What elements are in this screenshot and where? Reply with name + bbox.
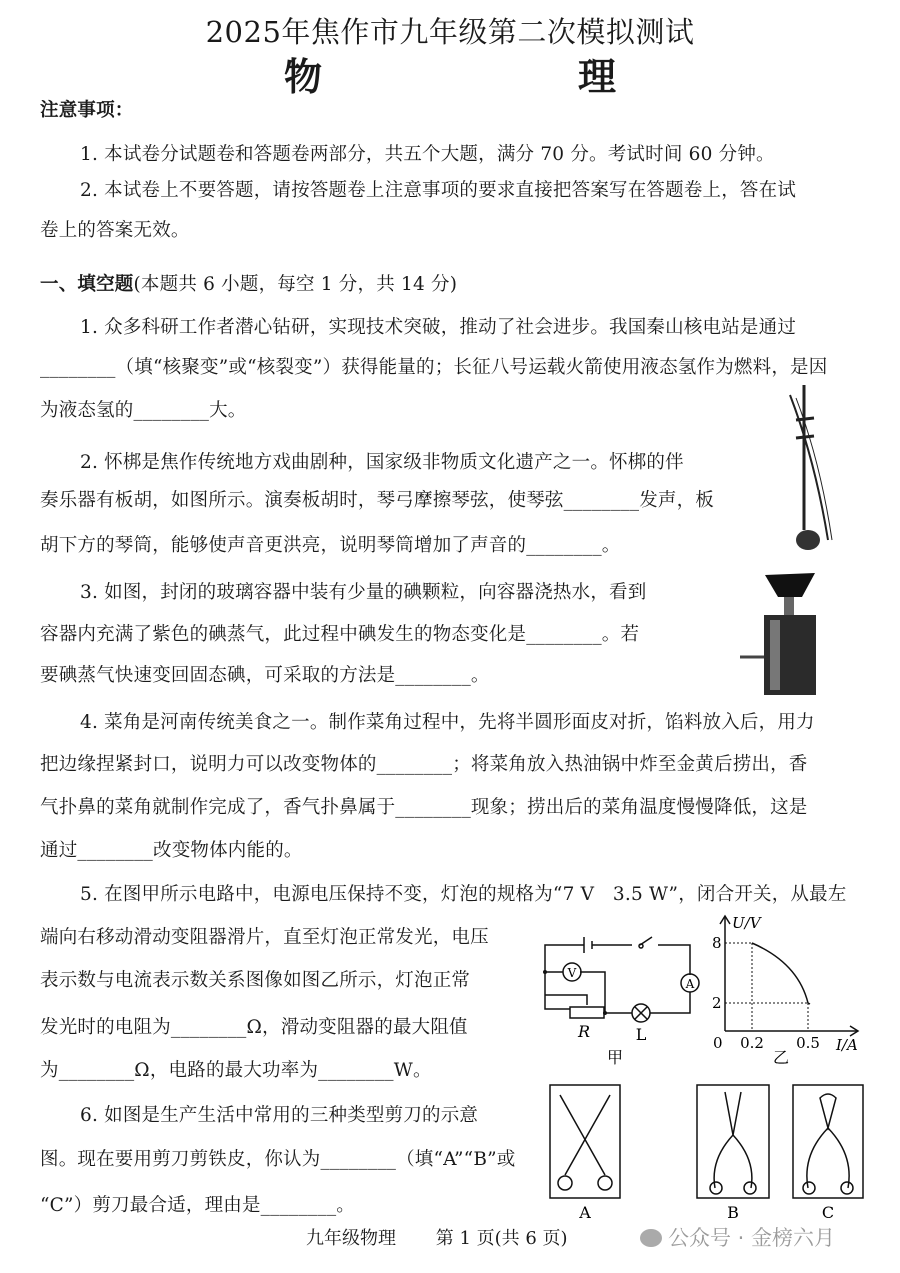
section-note: (本题共 6 小题，每空 1 分，共 14 分) — [133, 274, 458, 295]
notice-line: 2. 本试卷上不要答题，请按答题卷上注意事项的要求直接把答案写在答题卷上，答在试 — [80, 180, 797, 201]
question-line: 4. 菜角是河南传统美食之一。制作菜角过程中，先将半圆形面皮对折，馅料放入后，用力 — [80, 712, 815, 733]
question-line: 气扑鼻的菜角就制作完成了，香气扑鼻属于________现象；捞出后的菜角温度慢慢降低，这是 — [40, 797, 808, 818]
question-line: 胡下方的琴筒，能够使声音更洪亮，说明琴筒增加了声音的________。 — [40, 535, 621, 556]
xtick-0.5: 0.5 — [796, 1034, 820, 1052]
question-line: 容器内充满了紫色的碘蒸气，此过程中碘发生的物态变化是________。若 — [40, 624, 640, 645]
ammeter-label: A — [685, 977, 695, 991]
scissors-label-a: A — [579, 1203, 591, 1222]
watermark — [640, 1222, 835, 1252]
footer-subject: 九年级物理 — [306, 1228, 396, 1249]
graph-xlabel: I/A — [836, 1036, 858, 1054]
question-line: 通过________改变物体内能的。 — [40, 840, 303, 861]
iodine-container-figure — [740, 565, 840, 700]
graph-ylabel: U/V — [732, 914, 761, 932]
question-line: 2. 怀梆是焦作传统地方戏曲剧种，国家级非物质文化遗产之一。怀梆的伴 — [80, 452, 684, 473]
page-footer — [306, 1224, 568, 1250]
banhu-figure — [770, 380, 850, 560]
circuit-caption: 甲 — [606, 1048, 624, 1065]
scissors-figure — [540, 1080, 880, 1230]
footer-page-number: 第 1 页(共 6 页) — [435, 1228, 568, 1249]
exam-title: 2025年焦作市九年级第二次模拟测试 — [205, 15, 695, 49]
question-line: 要碘蒸气快速变回固态碘，可采取的方法是________。 — [40, 665, 490, 686]
notice-heading: 注意事项： — [40, 100, 134, 121]
question-line: 奏乐器有板胡，如图所示。演奏板胡时，琴弓摩擦琴弦，使琴弦________发声，板 — [40, 490, 715, 511]
ytick-2: 2 — [712, 994, 722, 1012]
scissors-label-c: C — [821, 1203, 835, 1222]
scissors-label-b: B — [727, 1203, 739, 1222]
wechat-icon — [640, 1229, 662, 1247]
graph-caption: 乙 — [773, 1048, 790, 1067]
question-line: “C”）剪刀最合适，理由是________。 — [40, 1195, 355, 1216]
question-line: 图。现在要用剪刀剪铁皮，你认为________（填“A”“B”或 — [40, 1149, 516, 1170]
xtick-0.2: 0.2 — [740, 1034, 764, 1052]
question-line: 3. 如图，封闭的玻璃容器中装有少量的碘颗粒，向容器浇热水，看到 — [80, 582, 647, 603]
rheostat-label: R — [577, 1022, 591, 1041]
circuit-diagram — [540, 915, 700, 1065]
question-line: 为________Ω，电路的最大功率为________W。 — [40, 1060, 432, 1081]
watermark-text: 公众号 · 金榜六月 — [668, 1226, 836, 1250]
question-line: 发光时的电阻为________Ω，滑动变阻器的最大阻值 — [40, 1017, 468, 1038]
notice-line: 卷上的答案无效。 — [40, 220, 190, 241]
notice-line: 1. 本试卷分试题卷和答题卷两部分，共五个大题，满分 70 分。考试时间 60 分钟。 — [80, 144, 775, 165]
ui-graph — [708, 908, 868, 1068]
lamp-label: L — [635, 1025, 647, 1044]
question-line: 为液态氢的________大。 — [40, 400, 247, 421]
section-title: 一、填空题 — [40, 274, 134, 295]
subject-title: 物 理 — [283, 54, 676, 99]
question-line: 把边缘捏紧封口，说明力可以改变物体的________；将菜角放入热油锅中炸至金黄后捞出，香 — [40, 754, 808, 775]
question-line: 1. 众多科研工作者潜心钻研，实现技术突破，推动了社会进步。我国秦山核电站是通过 — [80, 317, 797, 338]
graph-origin: 0 — [713, 1034, 723, 1052]
question-line: ________（填“核聚变”或“核裂变”）获得能量的；长征八号运载火箭使用液态氢作为燃料，是因 — [40, 357, 828, 378]
question-line: 表示数与电流表示数关系图像如图乙所示，灯泡正常 — [40, 970, 471, 991]
section-heading — [40, 270, 457, 296]
question-line: 5. 在图甲所示电路中，电源电压保持不变，灯泡的规格为“7 V 3.5 W”，闭合开关，从最左 — [80, 884, 847, 905]
voltmeter-label: V — [567, 966, 577, 980]
ytick-8: 8 — [712, 934, 722, 952]
question-line: 6. 如图是生产生活中常用的三种类型剪刀的示意 — [80, 1105, 479, 1126]
question-line: 端向右移动滑动变阻器滑片，直至灯泡正常发光，电压 — [40, 927, 489, 948]
